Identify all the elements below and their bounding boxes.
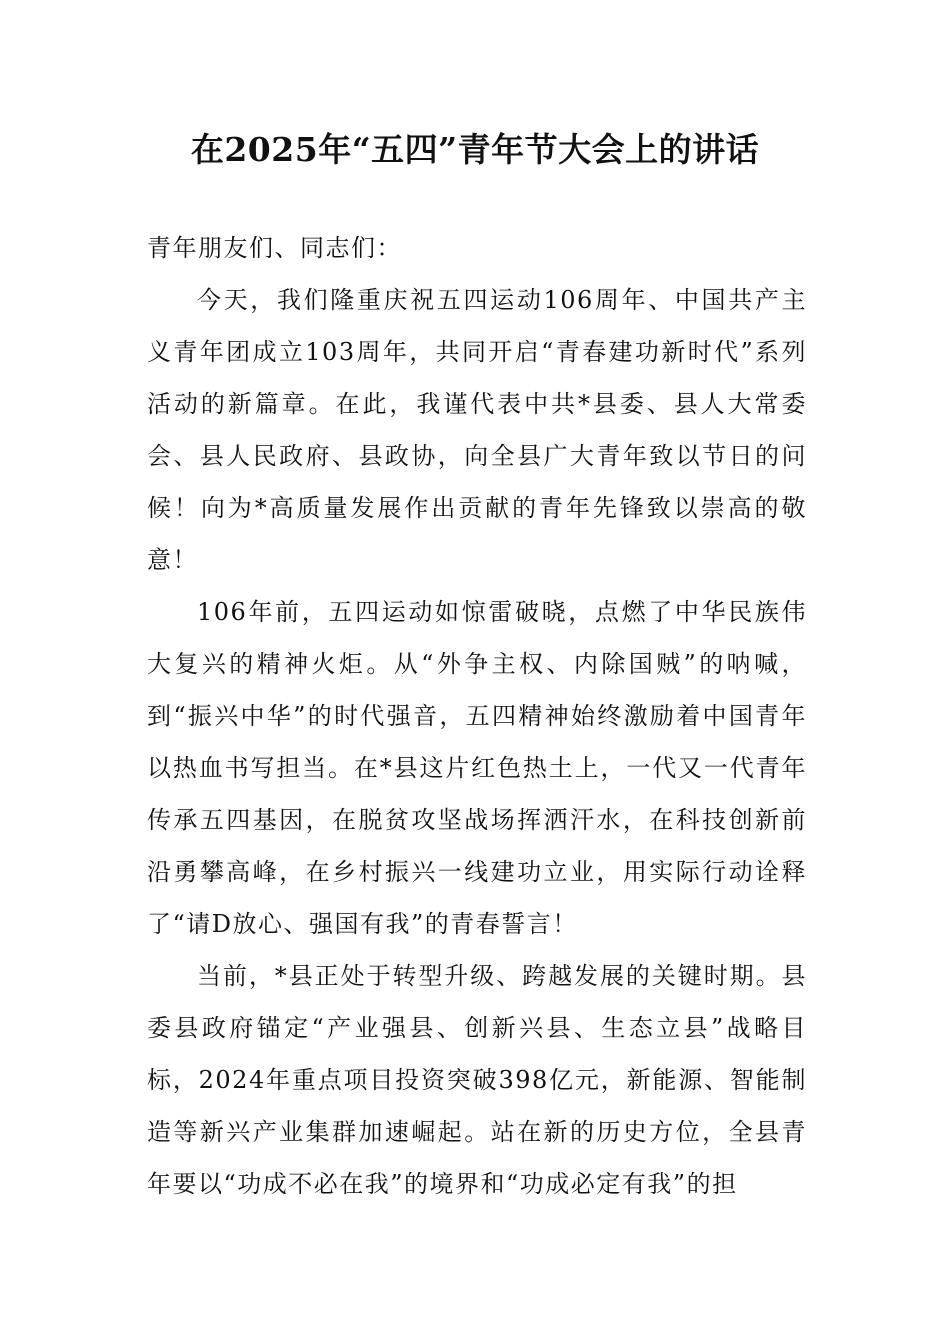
paragraph-1: 今天，我们隆重庆祝五四运动106周年、中国共产主义青年团成立103周年，共同开启“青春建功新时代”系列活动的新篇章。在此，我谨代表中共*县委、县人大常委会、县人民政府、县政协，向全县广大青年致以节日的问候！向为*高质量发展作出贡献的青年先锋致以崇高的敬意！ <box>147 286 807 574</box>
document-title: 在2025年“五四”青年节大会上的讲话 <box>190 130 760 169</box>
salutation: 青年朋友们、同志们： <box>147 234 402 262</box>
paragraph-3: 当前，*县正处于转型升级、跨越发展的关键时期。县委县政府锚定“产业强县、创新兴县、生态立县”战略目标，2024年重点项目投资突破398亿元，新能源、智能制造等新兴产业集群加速崛起。站在新的历史方位，全县青年要以“功成不必在我”的境界和“功成必定有我”的担 <box>147 962 807 1198</box>
document-body <box>147 222 807 1210</box>
paragraph-2: 106年前，五四运动如惊雷破晓，点燃了中华民族伟大复兴的精神火炬。从“外争主权、内除国贼”的呐喊，到“振兴中华”的时代强音，五四精神始终激励着中国青年以热血书写担当。在*县这片红色热土上，一代又一代青年传承五四基因，在脱贫攻坚战场挥洒汗水，在科技创新前沿勇攀高峰，在乡村振兴一线建功立业，用实际行动诠释了“请D放心、强国有我”的青春誓言！ <box>147 598 807 938</box>
